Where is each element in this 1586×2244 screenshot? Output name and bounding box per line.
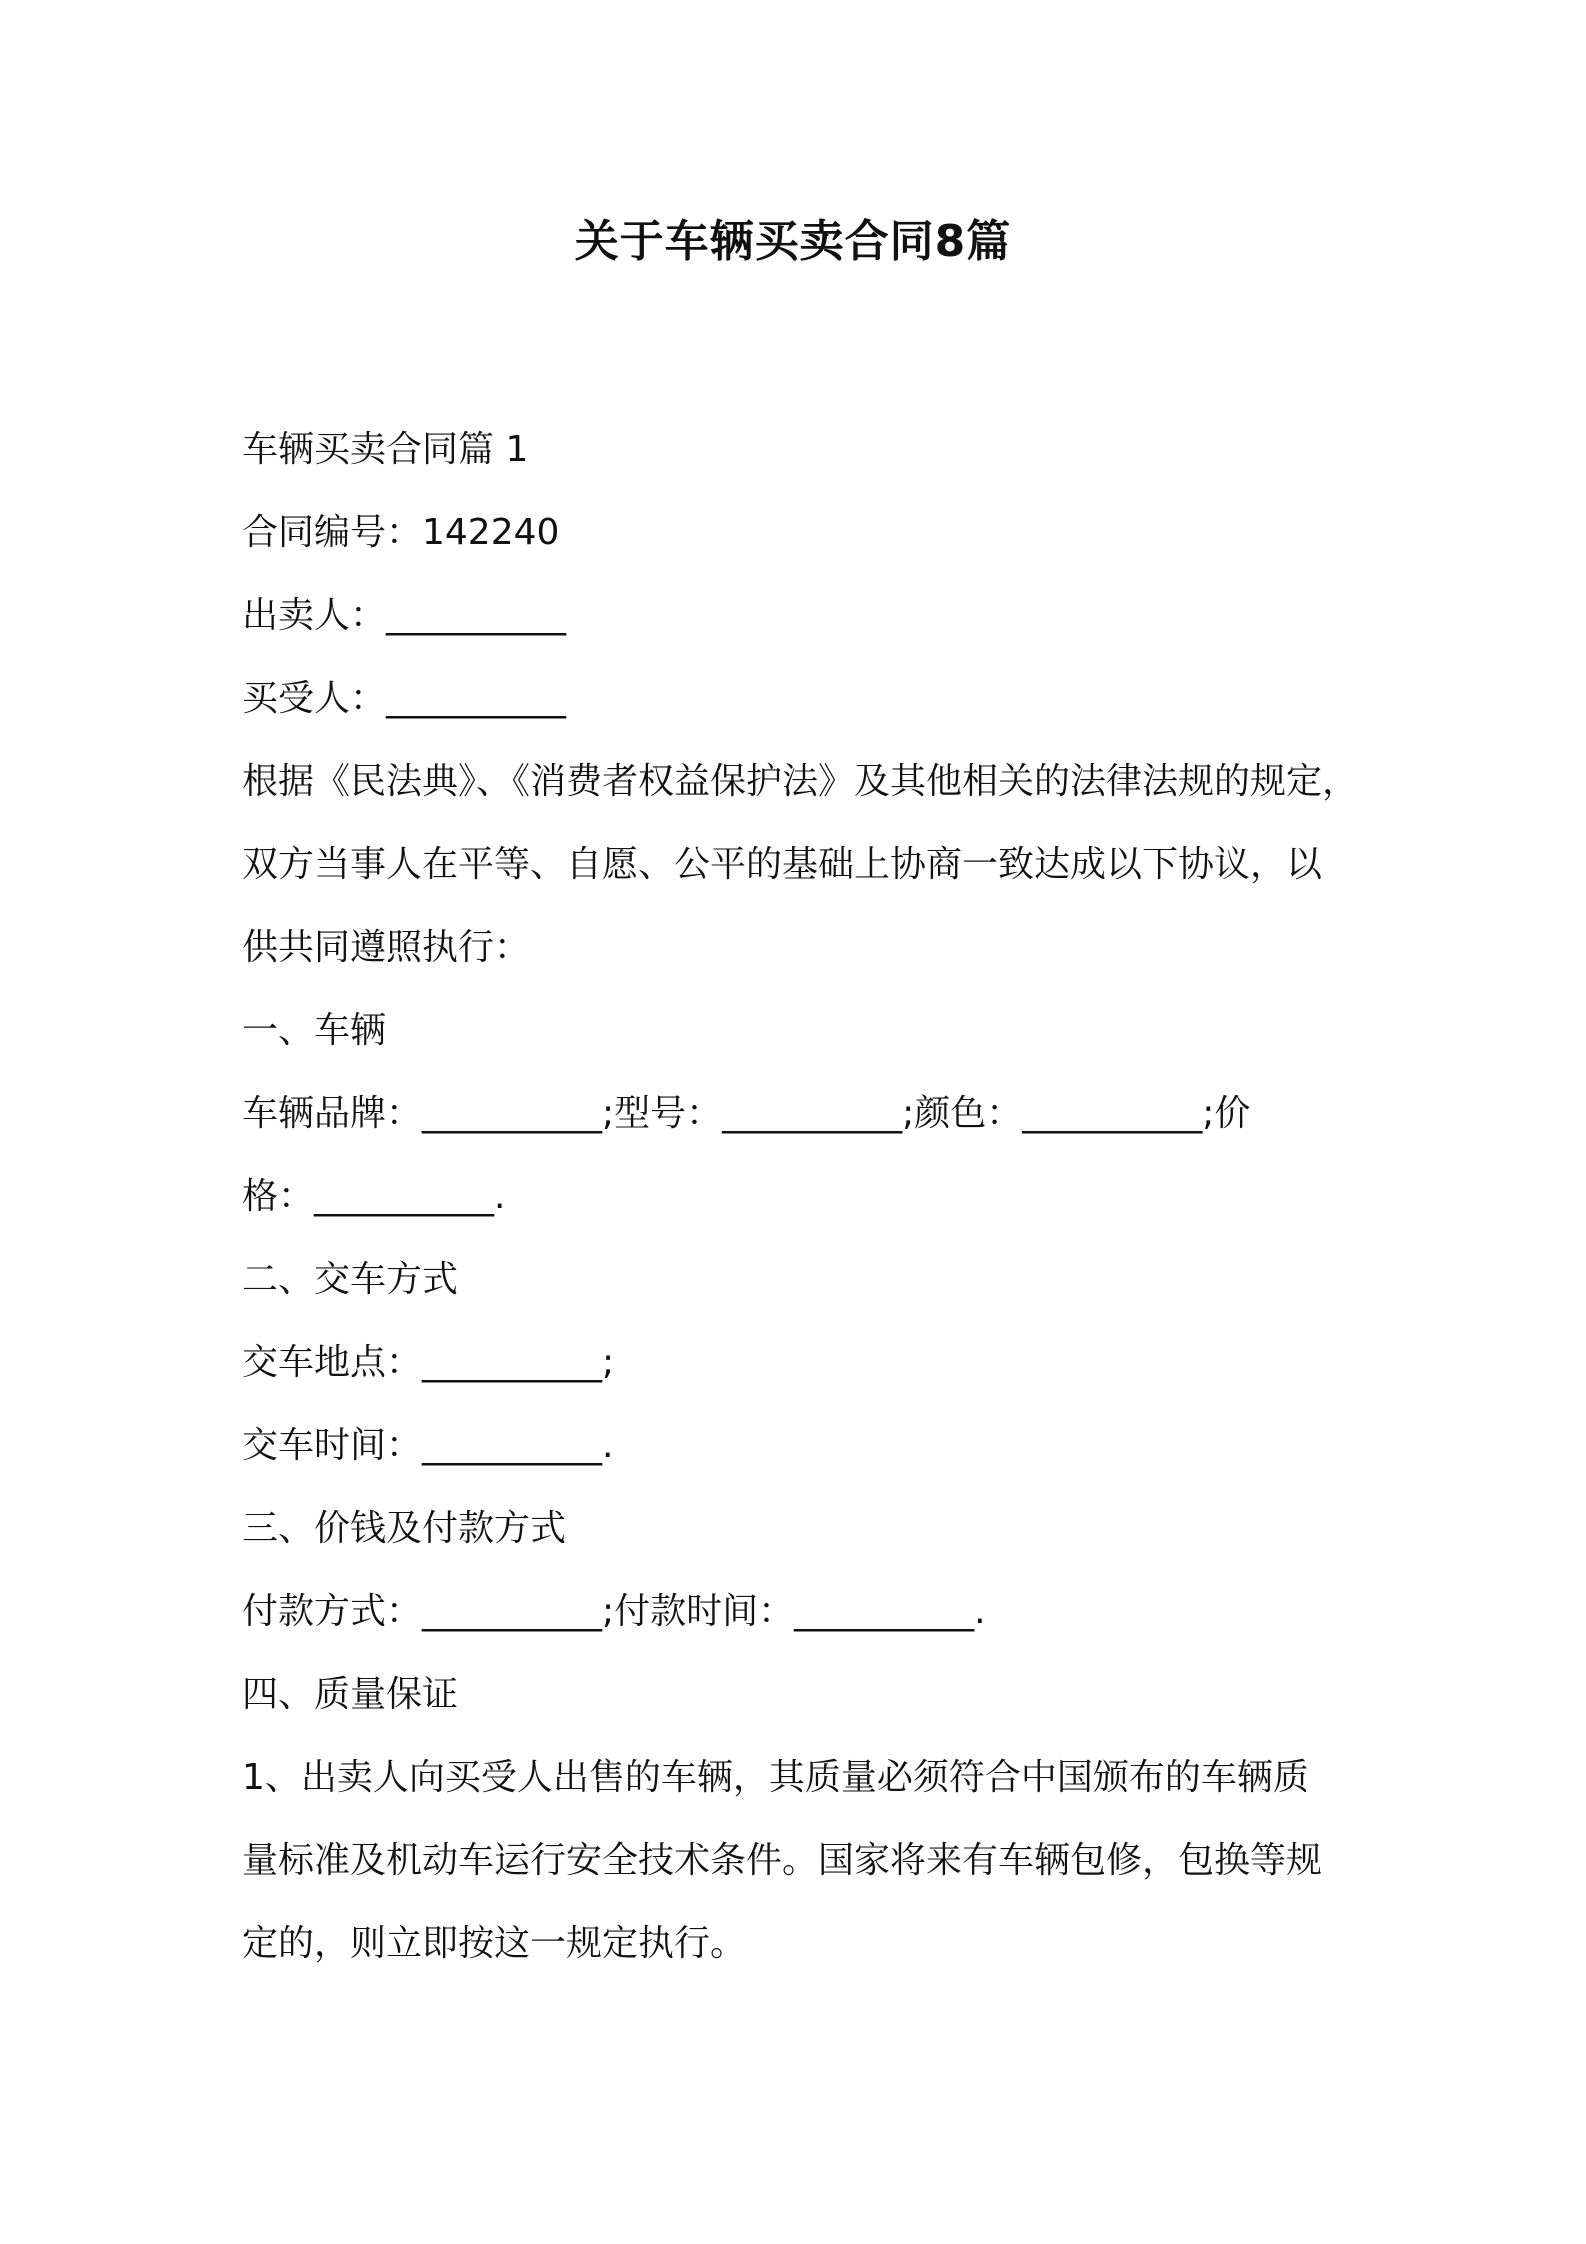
document-title: 关于车辆买卖合同8篇 [574, 216, 1012, 267]
paragraph-line: 双方当事人在平等、自愿、公平的基础上协商一致达成以下协议，以 [242, 844, 1323, 885]
section-heading: 四、质量保证 [242, 1674, 459, 1715]
section-heading: 车辆买卖合同篇 1 [242, 429, 529, 470]
buyer-line: 买受人：__________ [242, 678, 567, 719]
contract-number-line: 合同编号：142240 [242, 512, 560, 553]
paragraph-line: 1、出卖人向买受人出售的车辆，其质量必须符合中国颁布的车辆质 [242, 1757, 1309, 1798]
paragraph-line: 量标准及机动车运行安全技术条件。国家将来有车辆包修，包换等规 [242, 1840, 1323, 1881]
section-heading: 二、交车方式 [242, 1259, 459, 1300]
payment-line: 付款方式：__________;付款时间：__________. [242, 1591, 986, 1632]
vehicle-details-line: 车辆品牌：__________;型号：__________;颜色：__________;价 [242, 1093, 1251, 1134]
paragraph-line: 根据《民法典》、《消费者权益保护法》及其他相关的法律法规的规定， [242, 761, 1359, 802]
delivery-time-line: 交车时间：__________. [242, 1425, 614, 1466]
section-heading: 一、车辆 [242, 1010, 387, 1051]
seller-line: 出卖人：__________ [242, 595, 567, 636]
section-heading: 三、价钱及付款方式 [242, 1508, 567, 1549]
paragraph-line: 供共同遵照执行： [242, 927, 531, 968]
document-body [242, 408, 1362, 1985]
paragraph-line: 定的，则立即按这一规定执行。 [242, 1923, 747, 1964]
vehicle-details-line: 格：__________. [242, 1176, 506, 1217]
delivery-location-line: 交车地点：__________; [242, 1342, 615, 1383]
